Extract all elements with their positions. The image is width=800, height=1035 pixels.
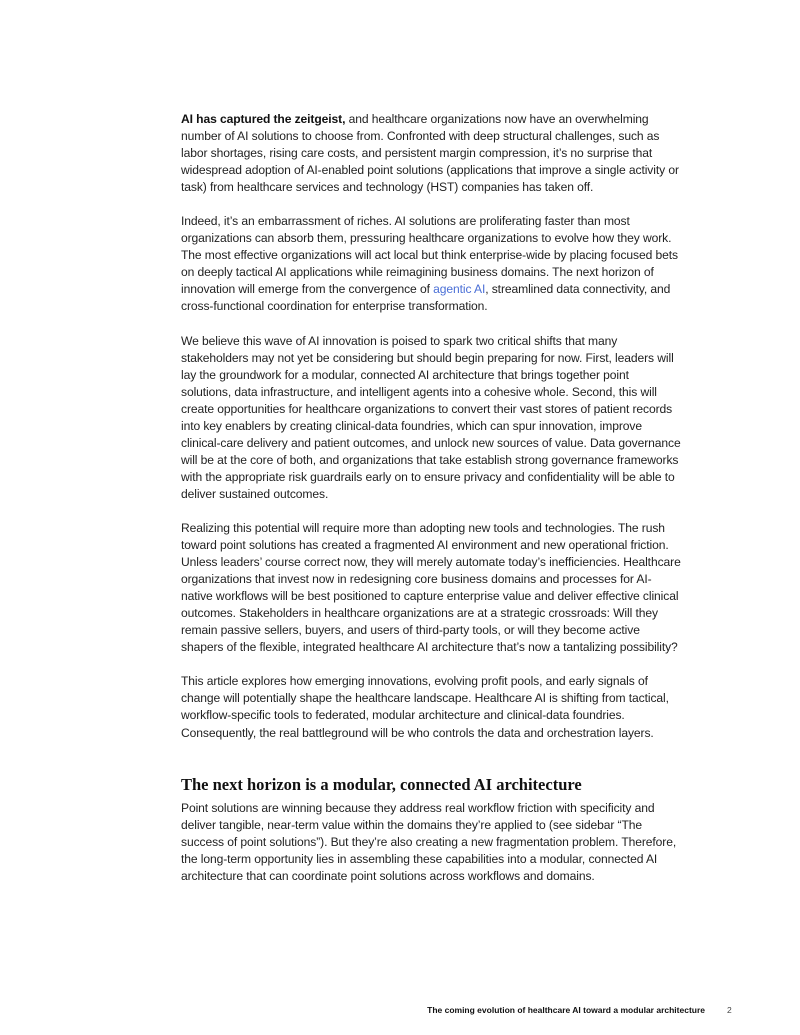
paragraph-article-scope: This article explores how emerging innovations, evolving profit pools, and early signals of change will potentially shape the healthcare landscape. Healthcare AI is shifting from tactical, workflow-specific tools to federated, modular architecture and clinical-data foundries. Consequently, the real battleground will be who controls the data and orchestration layers. bbox=[181, 674, 669, 740]
page-footer bbox=[0, 1005, 800, 1019]
lead-phrase: AI has captured the zeitgeist, bbox=[181, 112, 346, 126]
paragraph-potential: Realizing this potential will require more than adopting new tools and technologies. The rush toward point solutions has created a fragmented AI environment and new operational friction. Unless leaders’ course correct now, they will merely automate today’s inefficiencies. Healthcare organizations that invest now in redesigning core business domains and processes for AI-native workflows will be best positioned to capture enterprise value and deliver effective clinical outcomes. Stakeholders in healthcare organizations are at a strategic crossroads: Will they remain passive sellers, buyers, and users of third-party tools, or will they become active shapers of the flexible, integrated healthcare AI architecture that’s now a tantalizing possibility? bbox=[181, 520, 681, 655]
footer-title: The coming evolution of healthcare AI toward a modular architecture bbox=[427, 1005, 705, 1015]
agentic-ai-link[interactable]: agentic AI bbox=[433, 282, 486, 297]
paragraph-riches-text-before: Indeed, it’s an embarrassment of riches. AI solutions are proliferating faster than most organizations can absorb them, pressuring healthcare organizations to evolve how they work. The most effective organizations will act local but think enterprise-wide by placing focused bets on deeply tactical AI applications while reimagining business domains. The next horizon of innovation will emerge from the convergence of bbox=[181, 214, 678, 297]
article-body bbox=[181, 111, 681, 902]
paragraph-intro bbox=[181, 111, 681, 196]
page-number: 2 bbox=[727, 1005, 732, 1015]
paragraph-intro-text: and healthcare organizations now have an overwhelming number of AI solutions to choose from. Confronted with deep structural challenges, such as labor shortages, rising care costs, and persistent margin compression, it’s no surprise that widespread adoption of AI-enabled point solutions (applications that improve a single activity or task) from healthcare services and technology (HST) companies has taken off. bbox=[181, 112, 679, 195]
paragraph-riches-text-after: , streamlined data connectivity, and cross-functional coordination for enterprise transformation. bbox=[181, 282, 671, 314]
paragraph-riches bbox=[181, 213, 681, 315]
paragraph-shifts: We believe this wave of AI innovation is poised to spark two critical shifts that many stakeholders may not yet be considering but should begin preparing for now. First, leaders will lay the groundwork for a modular, connected AI architecture that brings together point solutions, data infrastructure, and intelligent agents into a cohesive whole. Second, this will create opportunities for healthcare organizations to convert their vast stores of patient records into key enablers by creating clinical-data foundries, which can spur innovation, improve clinical-care delivery and patient outcomes, and unlock new sources of value. Data governance will be at the core of both, and organizations that take establish strong governance frameworks with the appropriate risk guardrails early on to ensure privacy and confidentiality will be able to deliver sustained outcomes. bbox=[181, 333, 681, 501]
paragraph-point-solutions: Point solutions are winning because they address real workflow friction with specificity and deliver tangible, near-term value within the domains they’re applied to (see sidebar “The success of point solutions”). But they’re also creating a new fragmentation problem. Therefore, the long-term opportunity lies in assembling these capabilities into a modular, connected AI architecture that can coordinate point solutions across workflows and domains. bbox=[181, 800, 677, 883]
section-heading: The next horizon is a modular, connected AI architecture bbox=[181, 774, 582, 794]
